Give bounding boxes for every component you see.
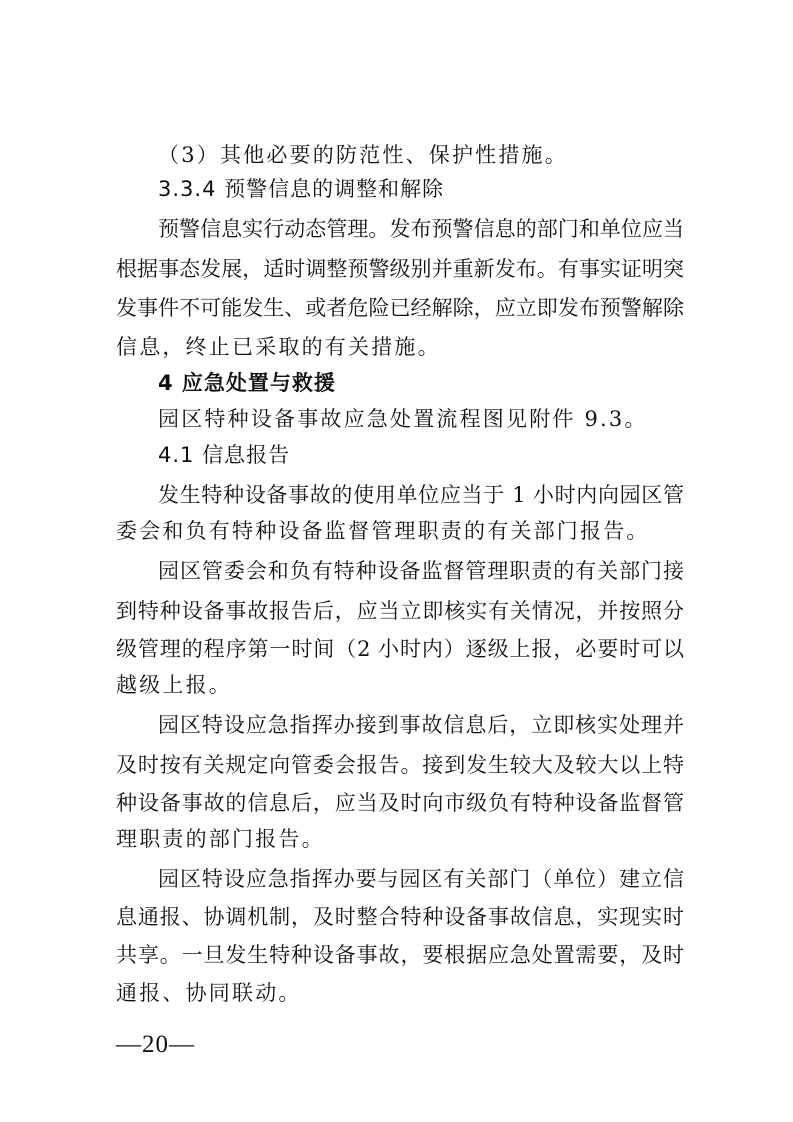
paragraph-line: 发事件不可能发生、或者危险已经解除，应立即发布预警解除 (116, 296, 684, 320)
paragraph-line: 园区特设应急指挥办接到事故信息后，立即核实处理并 (158, 713, 684, 737)
paragraph-line: 根据事态发展，适时调整预警级别并重新发布。有事实证明突 (116, 257, 684, 281)
paragraph-line: 及时按有关规定向管委会报告。接到发生较大及较大以上特 (116, 753, 684, 777)
paragraph-line: 共享。一旦发生特种设备事故，要根据应急处置需要，及时 (116, 943, 684, 967)
paragraph-line: 园区特种设备事故应急处置流程图见附件 9.3。 (158, 407, 648, 431)
paragraph-line: 越级上报。 (116, 673, 232, 697)
list-item-3: （3）其他必要的防范性、保护性措施。 (158, 143, 568, 167)
paragraph-line: 园区特设应急指挥办要与园区有关部门（单位）建立信 (158, 867, 684, 891)
page-number: —20— (116, 1031, 195, 1058)
section-heading-3-3-4: 3.3.4 预警信息的调整和解除 (158, 177, 445, 201)
paragraph-line: 种设备事故的信息后，应当及时向市级负有特种设备监督管 (116, 791, 684, 815)
paragraph-line: 理职责的部门报告。 (116, 827, 325, 851)
section-heading-4-1: 4.1 信息报告 (158, 443, 291, 467)
paragraph-line: 发生特种设备事故的使用单位应当于 1 小时内向园区管 (158, 483, 684, 507)
paragraph-line: 通报、协同联动。 (116, 981, 302, 1005)
section-heading-4: 4 应急处置与救援 (158, 371, 336, 395)
paragraph-line: 园区管委会和负有特种设备监督管理职责的有关部门接 (158, 559, 684, 583)
paragraph-line: 委会和负有特种设备监督管理职责的有关部门报告。 (116, 519, 650, 543)
paragraph-line: 信息，终止已采取的有关措施。 (116, 335, 441, 359)
paragraph-line: 到特种设备事故报告后，应当立即核实有关情况，并按照分 (116, 599, 684, 623)
paragraph-line: 预警信息实行动态管理。发布预警信息的部门和单位应当 (158, 217, 684, 241)
paragraph-line: 级管理的程序第一时间（2 小时内）逐级上报，必要时可以 (116, 637, 684, 661)
paragraph-line: 息通报、协调机制，及时整合特种设备事故信息，实现实时 (116, 905, 684, 929)
